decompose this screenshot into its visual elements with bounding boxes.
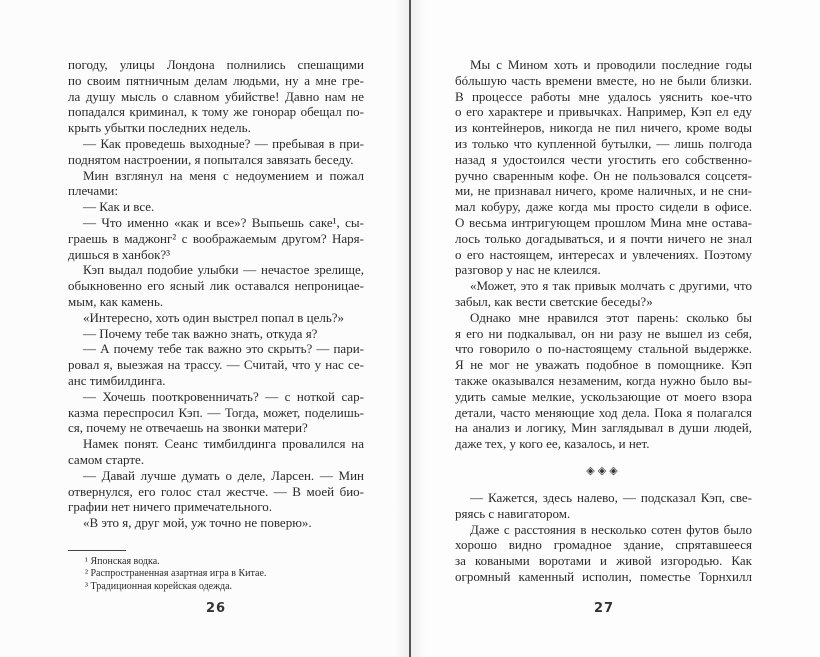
text-line: — Как проведешь выходные? — пребывая в при- <box>83 135 364 151</box>
text-line: обыкновенно его ясный лик оставался непроницае- <box>68 278 364 294</box>
right-page-text <box>455 57 752 585</box>
text-line: — Как и все. <box>83 199 155 215</box>
text-line: — Что именно «как и все»? Выпьешь саке¹, сы- <box>83 214 364 230</box>
gutter-shadow <box>395 0 409 657</box>
text-line: назад я удостоился чести угостить его собственно- <box>455 151 752 167</box>
text-line: графии нет ничего примечательного. <box>68 499 272 515</box>
text-line: «Интересно, хоть один выстрел попал в цель?» <box>83 309 345 325</box>
text-line: самом старте. <box>68 451 145 467</box>
left-page <box>0 0 409 657</box>
text-line: казма переспросил Кэп. — Тогда, может, поделишь- <box>68 404 364 420</box>
text-line: плечами: <box>68 183 118 199</box>
text-line: Мы с Мином хоть и проводили последние годы <box>470 57 752 72</box>
text-line: из только что купленной бутылки, — лишь полгода <box>455 135 752 151</box>
gutter-shadow <box>411 0 425 657</box>
text-line: анс тимбилдинга. <box>68 372 166 388</box>
section-break-ornament: ◈◈◈ <box>586 464 621 477</box>
text-line: — Почему тебе так важно знать, откуда я? <box>83 325 318 341</box>
text-line: Кэп выдал подобие улыбки — нечастое зрелище, <box>83 262 364 278</box>
footnote-divider <box>68 550 126 551</box>
text-line: по своим пятничным делам людьми, ну а мне гре- <box>68 72 364 88</box>
text-line: даже тех, у кого ее, казалось, и нет. <box>455 436 650 452</box>
text-line: ся, почему не отвечаешь на звонки матери? <box>68 420 308 436</box>
text-line: ручно сваренным кофе. Он не пользовался соцсетя- <box>455 167 752 183</box>
text-line: что говорило о по-настоящему стальной выдержке. <box>455 341 752 357</box>
text-line: ми, не признавал ничего, кроме наличных, и не сни- <box>455 183 752 199</box>
text-line: — Кажется, здесь налево, — подсказал Кэп, све- <box>470 489 752 505</box>
text-line: попадался криминал, к тому же гонорар обещал по- <box>68 104 364 120</box>
footnotes <box>85 556 266 593</box>
text-line: — А почему тебе так важно это скрыть? — пари- <box>83 341 364 357</box>
text-line: — Хочешь пооткровенничать? — с ноткой сар- <box>83 388 364 404</box>
text-line: граешь в маджонг² с воображаемым другом? Наря- <box>68 230 364 246</box>
text-line: Я не мог не уважать подобное в помощнике. Кэп <box>455 357 752 373</box>
text-line: отвернулся, его голос стал жестче. — В моей био- <box>68 483 364 499</box>
text-line: о его характере и привычках. Например, Кэп ел еду <box>455 104 752 120</box>
text-line: о его настоящем, интересах и увлечениях. Поэтому <box>455 246 752 262</box>
text-line: — Давай лучше думать о деле, Ларсен. — Мин <box>83 467 364 483</box>
text-line: забыл, как вести светские беседы?» <box>455 293 653 309</box>
text-line: Однако мне нравился этот парень: сколько бы <box>470 309 752 325</box>
text-line: мым, как камень. <box>68 293 164 309</box>
text-line: из контейнеров, никогда не пил ничего, кроме воды <box>455 120 752 136</box>
text-line: я его ни подкалывал, он ни разу не вышел из себя, <box>455 325 752 341</box>
footnote: ¹ Японская водка. <box>85 556 160 567</box>
text-line: дишься в ханбок?³ <box>68 246 171 262</box>
text-line: погоду, улицы Лондона полнились спешащими <box>68 57 364 72</box>
text-line: В процессе работы мне удалось уяснить кое-что <box>455 88 752 104</box>
text-line: «Может, это я так привык молчать с другими, что <box>470 278 752 294</box>
page-number: 26 <box>206 601 227 616</box>
text-line: «В это я, друг мой, уж точно не поверю». <box>83 515 312 531</box>
text-line: Намек понят. Сеанс тимбилдинга провалился на <box>83 436 364 452</box>
text-line: ровал я, выезжая на трассу. — Считай, что у нас се- <box>68 357 364 373</box>
text-line: разговор у нас не клеился. <box>455 262 601 278</box>
text-line: удить самые мелкие, ускользающие от моего взора <box>455 388 752 404</box>
text-line: детали, часто меняющие ход дела. Пока я полагался <box>455 404 752 420</box>
text-line: Даже с расстояния в несколько сотен футов было <box>470 521 752 537</box>
text-line: огромный каменный исполин, поместье Торнхилл <box>455 568 752 584</box>
text-line: крыть убытки последних недель. <box>68 120 251 136</box>
page-number: 27 <box>594 601 615 616</box>
text-line: ла душу мысль о славном убийстве! Давно нам не <box>68 88 364 104</box>
text-line: Мин взглянул на меня с недоумением и пожал <box>83 167 364 183</box>
text-line: за коваными воротами и живой изгородью. Как <box>455 553 752 569</box>
text-line: на анализ и логику, Мин заглядывал в души людей, <box>455 420 752 436</box>
text-line: хорошо видно громадное здание, спрятавшееся <box>455 537 752 553</box>
right-page <box>411 0 820 657</box>
footnote: ² Распространенная азартная игра в Китае. <box>85 568 267 580</box>
text-line: бóльшую часть времени вместе, но не были близки. <box>455 72 752 88</box>
left-page-text <box>68 57 364 531</box>
text-line: лось только догадываться, и я почти ничего не знал <box>455 230 752 246</box>
footnote: ³ Традиционная корейская одежда. <box>85 580 233 592</box>
text-line: О весьма интригующем прошлом Мина мне остава- <box>455 214 752 230</box>
text-line: ряясь с навигатором. <box>455 505 571 521</box>
text-line: мал кобуру, даже когда мы просто сидели в офисе. <box>455 199 752 215</box>
text-line: также оказывался незаменим, когда нужно было вы- <box>455 372 752 388</box>
text-line: поднятом настроении, я попытался завязать беседу. <box>68 151 354 167</box>
